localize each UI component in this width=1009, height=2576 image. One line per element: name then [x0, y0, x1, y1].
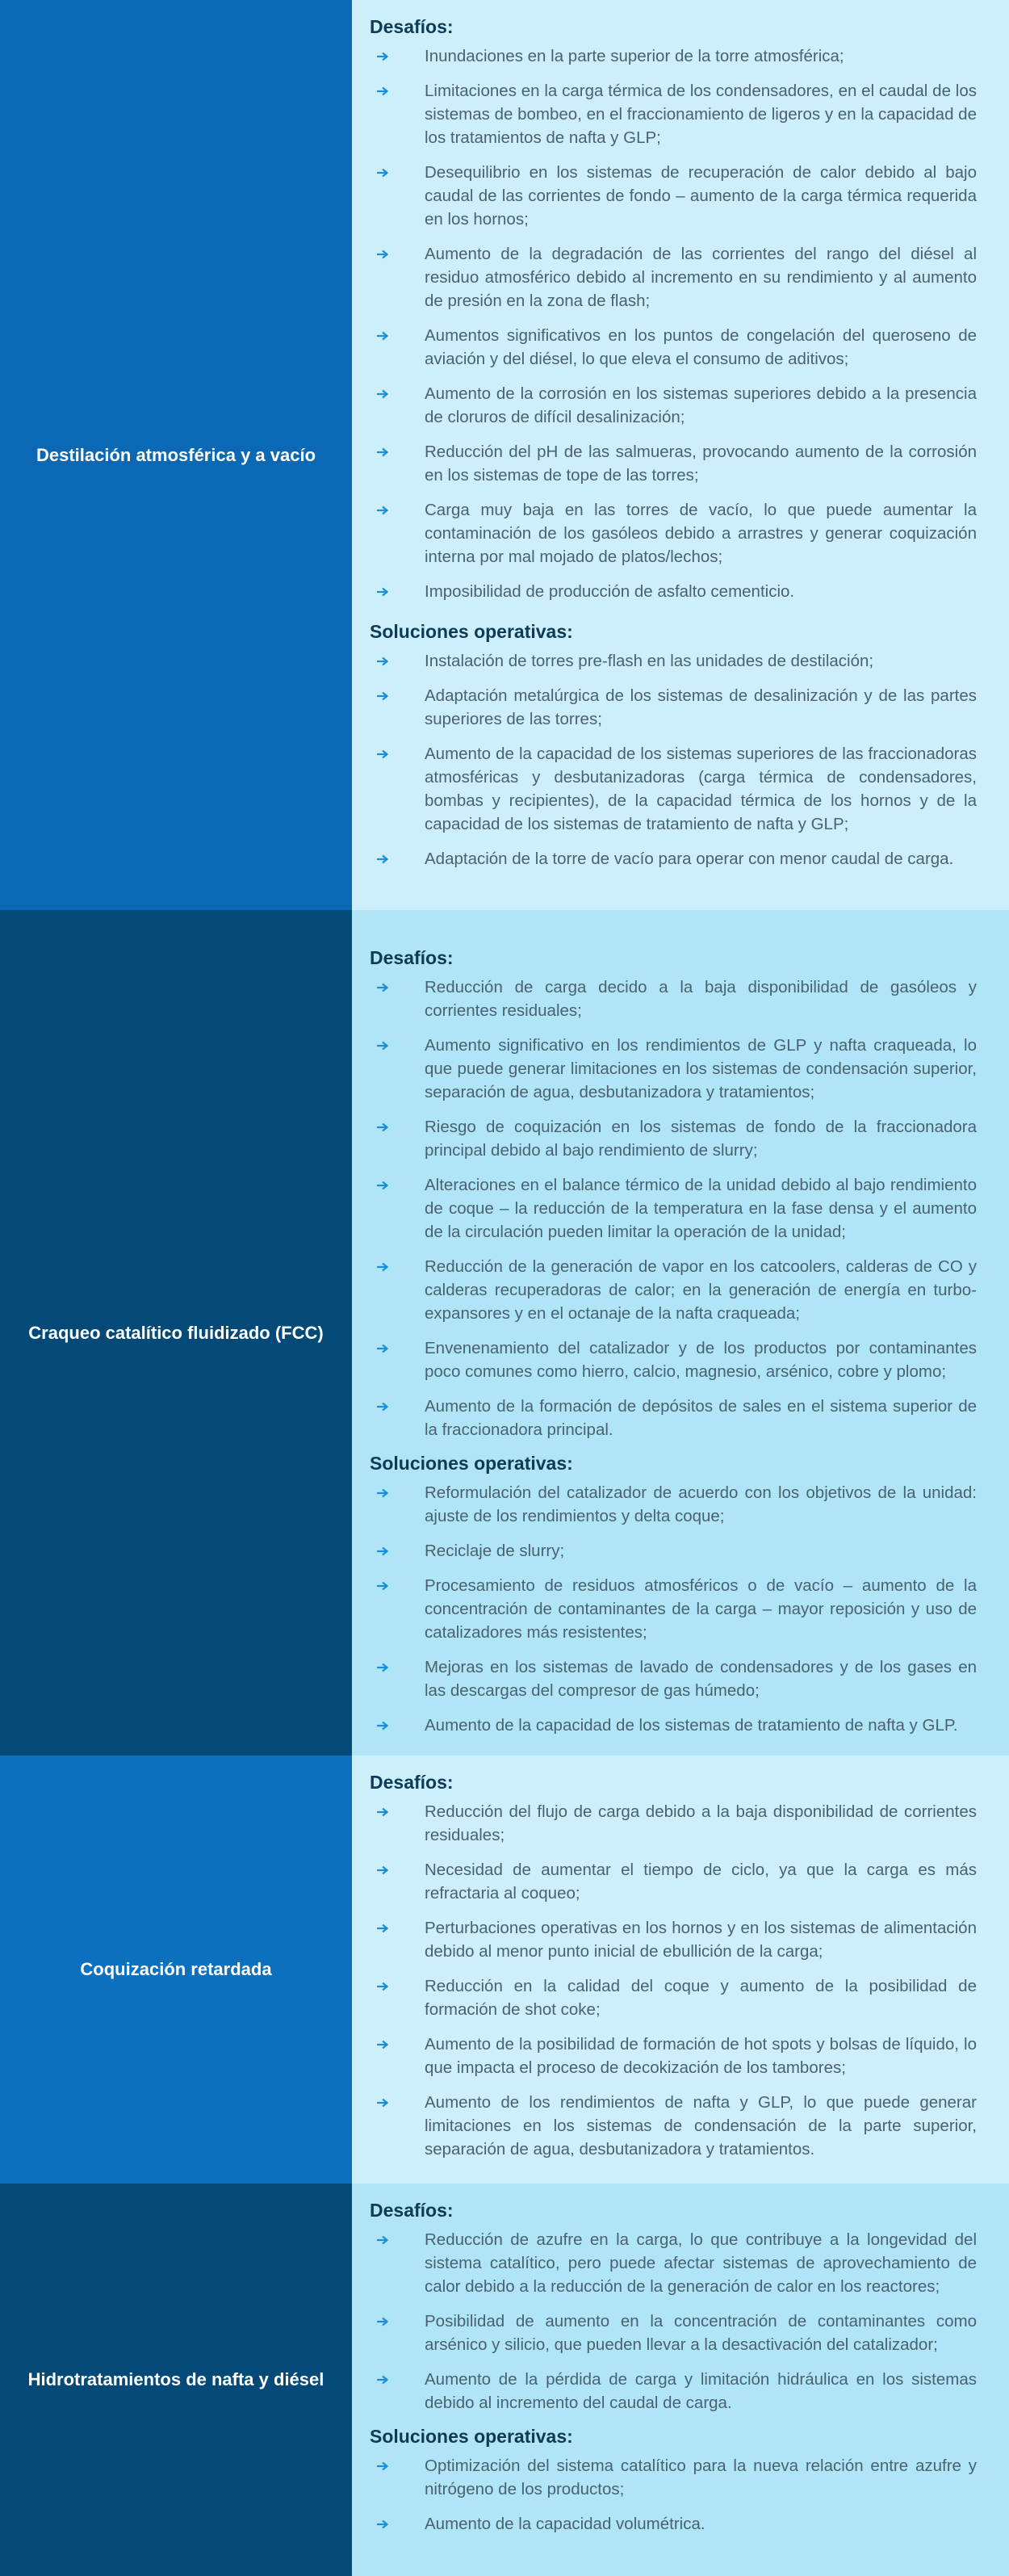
list-item: Aumento de la corrosión en los sistemas superiores debido a la presencia de cloruros de difícil desalinización;: [370, 382, 977, 429]
arrow-right-icon: [376, 1115, 394, 1139]
arrow-right-icon: [376, 2228, 394, 2251]
arrow-right-icon: [376, 498, 394, 522]
challenges-list: [370, 1800, 977, 2161]
list-item: Reducción en la calidad del coque y aumento de la posibilidad de formación de shot coke;: [370, 1974, 977, 2021]
arrow-right-icon: [376, 440, 394, 464]
arrow-right-icon: [376, 1574, 394, 1597]
list-item: Aumento de los rendimientos de nafta y GLP, lo que puede generar limitaciones en los sistemas de condensación de la parte superior, separación de agua, desbutanizadora y tratamientos.: [370, 2091, 977, 2161]
list-item: Posibilidad de aumento en la concentración de contaminantes como arsénico y silicio, que pueden llevar a la desactivación del catalizador;: [370, 2310, 977, 2356]
list-item: Reducción de azufre en la carga, lo que contribuye a la longevidad del sistema catalítico, pero puede afectar sistemas de aprovechamiento de calor debido a la reducción de la generación de calor en los reactores;: [370, 2228, 977, 2298]
arrow-right-icon: [376, 1974, 394, 1998]
list-item: Adaptación de la torre de vacío para operar con menor caudal de carga.: [370, 847, 977, 871]
list-item: Carga muy baja en las torres de vacío, lo que puede aumentar la contaminación de los gasóleos debido a arrastres y generar coquización interna por mal mojado de platos/lechos;: [370, 498, 977, 568]
arrow-right-icon: [376, 580, 394, 603]
arrow-right-icon: [376, 2091, 394, 2114]
list-item: Instalación de torres pre-flash en las unidades de destilación;: [370, 649, 977, 673]
process-label: Hidrotratamientos de nafta y diésel: [0, 2184, 352, 2576]
list-item: Envenenamiento del catalizador y de los productos por contaminantes poco comunes como hierro, calcio, magnesio, arsénico, cobre y plomo;: [370, 1336, 977, 1383]
list-item: Alteraciones en el balance térmico de la unidad debido al bajo rendimiento de coque – la reducción de la temperatura en la fase densa y el aumento de la circulación pueden limitar la operación de la unidad;: [370, 1173, 977, 1244]
challenges-list: [370, 2228, 977, 2414]
list-item: Aumento de la capacidad volumétrica.: [370, 2512, 977, 2536]
list-item: Inundaciones en la parte superior de la torre atmosférica;: [370, 44, 977, 68]
arrow-right-icon: [376, 649, 394, 673]
arrow-right-icon: [376, 1336, 394, 1360]
list-item: Desequilibrio en los sistemas de recuperación de calor debido al bajo caudal de las corrientes de fondo – aumento de la carga térmica requerida en los hornos;: [370, 161, 977, 231]
list-item: Aumento de la formación de depósitos de sales en el sistema superior de la fraccionadora principal.: [370, 1395, 977, 1441]
challenges-list: [370, 44, 977, 603]
table-row-coquizacion: [0, 1756, 1009, 2184]
solutions-list: [370, 2454, 977, 2536]
arrow-right-icon: [376, 742, 394, 766]
arrow-right-icon: [376, 1481, 394, 1504]
arrow-right-icon: [376, 2033, 394, 2056]
arrow-right-icon: [376, 1255, 394, 1278]
section-title-soluciones: Soluciones operativas:: [370, 2426, 573, 2447]
list-item: Reformulación del catalizador de acuerdo con los objetivos de la unidad: ajuste de los rendimientos y delta coque;: [370, 1481, 977, 1528]
process-details: [352, 910, 1009, 1756]
section-title-soluciones: Soluciones operativas:: [370, 1453, 573, 1474]
list-item: Optimización del sistema catalítico para la nueva relación entre azufre y nitrógeno de los productos;: [370, 2454, 977, 2501]
arrow-right-icon: [376, 79, 394, 103]
section-title-soluciones: Soluciones operativas:: [370, 621, 573, 642]
arrow-right-icon: [376, 1655, 394, 1679]
list-item: Aumento significativo en los rendimientos de GLP y nafta craqueada, lo que puede generar limitaciones en los sistemas de condensación superior, separación de agua, desbutanizadora y tratamientos;: [370, 1034, 977, 1104]
solutions-list: [370, 1481, 977, 1737]
list-item: Aumento de la posibilidad de formación de hot spots y bolsas de líquido, lo que impacta el proceso de decokización de los tambores;: [370, 2033, 977, 2079]
list-item: Necesidad de aumentar el tiempo de ciclo, ya que la carga es más refractaria al coqueo;: [370, 1858, 977, 1905]
list-item: Adaptación metalúrgica de los sistemas de desalinización y de las partes superiores de las torres;: [370, 684, 977, 731]
list-item: Reducción de la generación de vapor en los catcoolers, calderas de CO y calderas recuperadoras de calor; en la generación de energía en turbo-expansores y en el octanaje de la nafta craqueada;: [370, 1255, 977, 1325]
process-details: [352, 0, 1009, 910]
table-row-fcc: [0, 910, 1009, 1756]
arrow-right-icon: [376, 684, 394, 707]
list-item: Reducción del pH de las salmueras, provocando aumento de la corrosión en los sistemas de tope de las torres;: [370, 440, 977, 487]
arrow-right-icon: [376, 324, 394, 347]
challenges-list: [370, 975, 977, 1441]
process-details: [352, 2184, 1009, 2576]
section-title-desafios: Desafíos:: [370, 947, 454, 968]
arrow-right-icon: [376, 2310, 394, 2333]
list-item: Reducción del flujo de carga debido a la baja disponibilidad de corrientes residuales;: [370, 1800, 977, 1847]
arrow-right-icon: [376, 1858, 394, 1882]
arrow-right-icon: [376, 2454, 394, 2477]
list-item: Aumento de la capacidad de los sistemas de tratamiento de nafta y GLP.: [370, 1714, 977, 1737]
section-title-desafios: Desafíos:: [370, 2200, 454, 2221]
list-item: Aumentos significativos en los puntos de congelación del queroseno de aviación y del diésel, lo que eleva el consumo de aditivos;: [370, 324, 977, 371]
section-title-desafios: Desafíos:: [370, 16, 454, 37]
process-details: [352, 1756, 1009, 2184]
arrow-right-icon: [376, 44, 394, 68]
arrow-right-icon: [376, 1173, 394, 1197]
arrow-right-icon: [376, 382, 394, 405]
arrow-right-icon: [376, 975, 394, 999]
section-title-desafios: Desafíos:: [370, 1772, 454, 1793]
list-item: Imposibilidad de producción de asfalto cementicio.: [370, 580, 977, 603]
list-item: Reducción de carga decido a la baja disponibilidad de gasóleos y corrientes residuales;: [370, 975, 977, 1022]
arrow-right-icon: [376, 2512, 394, 2536]
table-row-destilacion: [0, 0, 1009, 910]
list-item: Mejoras en los sistemas de lavado de condensadores y de los gases en las descargas del compresor de gas húmedo;: [370, 1655, 977, 1702]
table-row-hidrotratamientos: [0, 2184, 1009, 2576]
process-label: Destilación atmosférica y a vacío: [0, 0, 352, 910]
arrow-right-icon: [376, 1714, 394, 1737]
list-item: Aumento de la degradación de las corrientes del rango del diésel al residuo atmosférico debido al incremento en su rendimiento y al aumento de presión en la zona de flash;: [370, 242, 977, 313]
list-item: Aumento de la capacidad de los sistemas superiores de las fraccionadoras atmosféricas y desbutanizadoras (carga térmica de condensadores, bombas y recipientes), de la capacidad térmica de los hornos y de la capacidad de los sistemas de tratamiento de nafta y GLP;: [370, 742, 977, 836]
process-label: Craqueo catalítico fluidizado (FCC): [0, 910, 352, 1756]
list-item: Aumento de la pérdida de carga y limitación hidráulica en los sistemas debido al incremento del caudal de carga.: [370, 2368, 977, 2414]
process-label: Coquización retardada: [0, 1756, 352, 2184]
arrow-right-icon: [376, 1034, 394, 1057]
arrow-right-icon: [376, 1395, 394, 1418]
arrow-right-icon: [376, 1800, 394, 1823]
list-item: Limitaciones en la carga térmica de los condensadores, en el caudal de los sistemas de bombeo, en el fraccionamiento de ligeros y en la capacidad de los tratamientos de nafta y GLP;: [370, 79, 977, 149]
arrow-right-icon: [376, 242, 394, 266]
solutions-list: [370, 649, 977, 871]
arrow-right-icon: [376, 1539, 394, 1563]
arrow-right-icon: [376, 847, 394, 871]
list-item: Riesgo de coquización en los sistemas de fondo de la fraccionadora principal debido al bajo rendimiento de slurry;: [370, 1115, 977, 1162]
arrow-right-icon: [376, 161, 394, 184]
arrow-right-icon: [376, 1916, 394, 1940]
list-item: Reciclaje de slurry;: [370, 1539, 977, 1563]
list-item: Perturbaciones operativas en los hornos y en los sistemas de alimentación debido al menor punto inicial de ebullición de la carga;: [370, 1916, 977, 1963]
list-item: Procesamiento de residuos atmosféricos o de vacío – aumento de la concentración de contaminantes de la carga – mayor reposición y uso de catalizadores más resistentes;: [370, 1574, 977, 1644]
arrow-right-icon: [376, 2368, 394, 2391]
